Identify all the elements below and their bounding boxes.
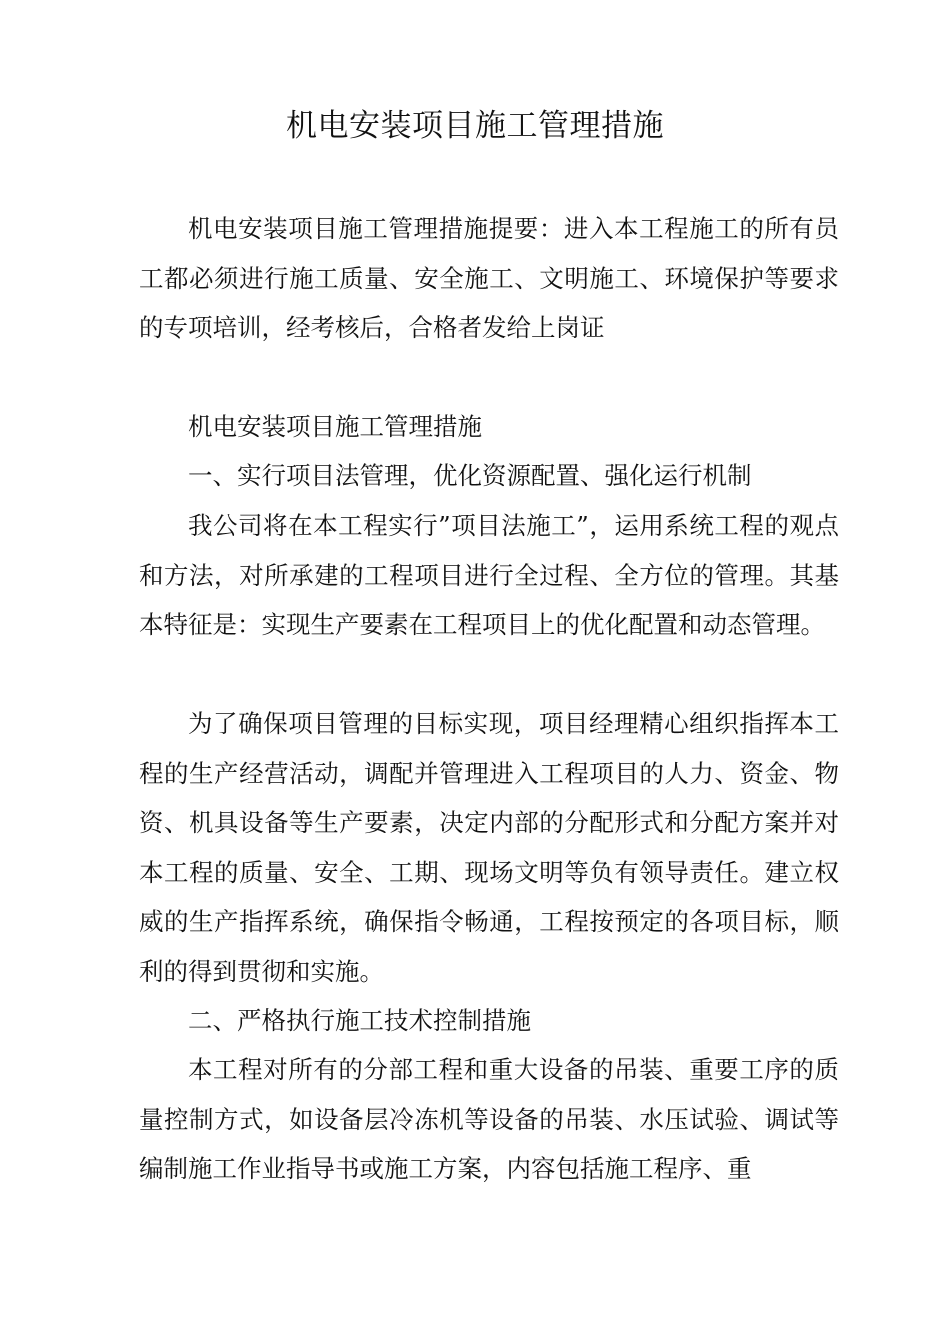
part2-heading: 二、严格执行施工技术控制措施 (188, 1006, 531, 1035)
part1-paragraph-1: 我公司将在本工程实行”项目法施工”，运用系统工程的观点和方法，对所承建的工程项目进行全过程、全方位的管理。其基本特征是：实现生产要素在工程项目上的优化配置和动态管理。 (139, 511, 839, 639)
summary-paragraph: 机电安装项目施工管理措施提要：进入本工程施工的所有员工都必须进行施工质量、安全施工、文明施工、环境保护等要求的专项培训，经考核后，合格者发给上岗证 (139, 214, 839, 342)
part1-heading: 一、实行项目法管理，优化资源配置、强化运行机制 (188, 461, 752, 490)
section-heading: 机电安装项目施工管理措施 (188, 412, 482, 441)
document-title: 机电安装项目施工管理措施 (286, 108, 664, 144)
part1-paragraph-2: 为了确保项目管理的目标实现，项目经理精心组织指挥本工程的生产经营活动，调配并管理进入工程项目的人力、资金、物资、机具设备等生产要素，决定内部的分配形式和分配方案并对本工程的质量、安全、工期、现场文明等负有领导责任。建立权威的生产指挥系统，确保指令畅通，工程按预定的各项目标，顺利的得到贯彻和实施。 (139, 709, 839, 986)
part2-paragraph-1: 本工程对所有的分部工程和重大设备的吊装、重要工序的质量控制方式，如设备层冷冻机等设备的吊装、水压试验、调试等编制施工作业指导书或施工方案，内容包括施工程序、重 (139, 1055, 839, 1183)
